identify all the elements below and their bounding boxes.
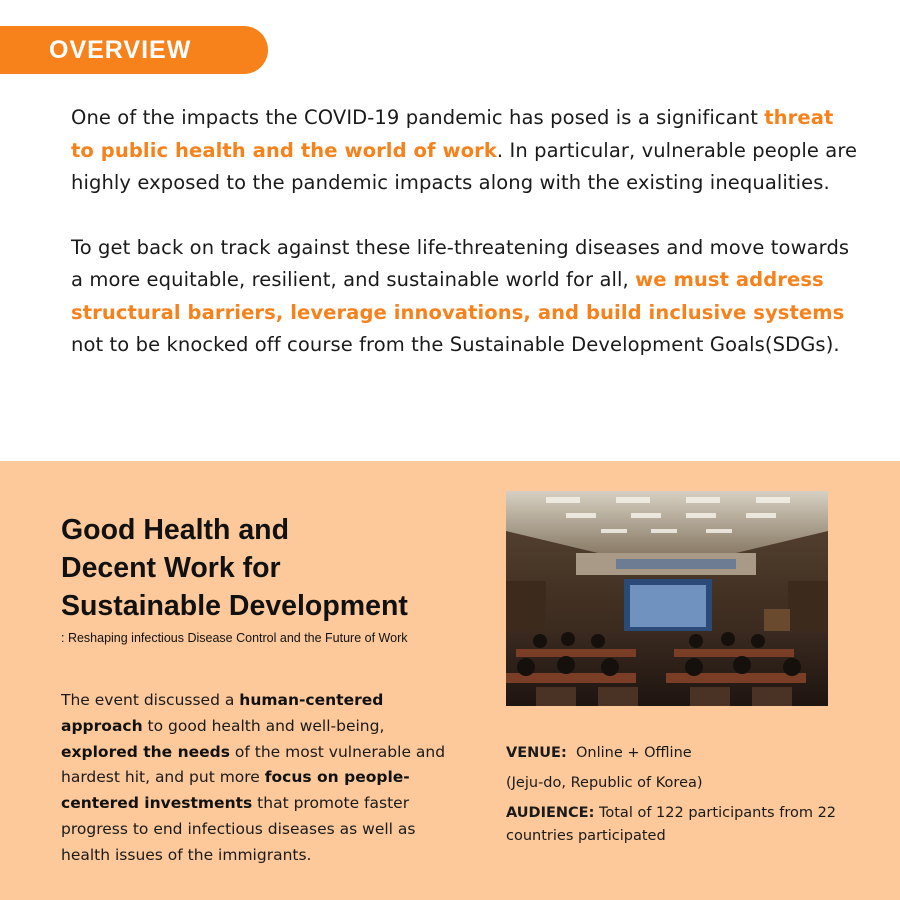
highlight-text: threat to public health and the world of work	[71, 106, 834, 162]
event-title-line: Sustainable Development	[61, 590, 408, 622]
event-title	[61, 511, 481, 625]
overview-text	[71, 102, 861, 362]
event-subtitle: : Reshaping infectious Disease Control and the Future of Work	[61, 631, 408, 645]
audience-line: AUDIENCE: Total of 122 participants from 22 countries participated	[506, 805, 837, 844]
event-description: The event discussed a human-centered approach to good health and well-being, explored the needs of the most vulnerable and hardest hit, and put more focus on people-centered investments that promote faster progress to end infectious diseases as well as health issues of the immigrants.	[61, 691, 446, 864]
overview-paragraph-1: One of the impacts the COVID-19 pandemic has posed is a significant threat to public health and the world of work. In particular, vulnerable people are highly exposed to the pandemic impacts along with the existing inequalities.	[71, 106, 858, 194]
highlight-text: we must address structural barriers, leverage innovations, and build inclusive systems	[71, 268, 845, 324]
event-title-line: Decent Work for	[61, 552, 281, 584]
venue-line: VENUE: Online + Offline	[506, 745, 692, 761]
overview-tag: OVERVIEW	[0, 26, 268, 74]
overview-paragraph-2: To get back on track against these life-threatening diseases and move towards a more equitable, resilient, and sustainable world for all, we must address structural barriers, leverage innovations, and build inclusive systems not to be knocked off course from the Sustainable Development Goals(SDGs).	[71, 235, 850, 356]
event-title-line: Good Health and	[61, 514, 289, 546]
venue-location: (Jeju-do, Republic of Korea)	[506, 775, 703, 791]
conference-photo	[506, 491, 828, 706]
